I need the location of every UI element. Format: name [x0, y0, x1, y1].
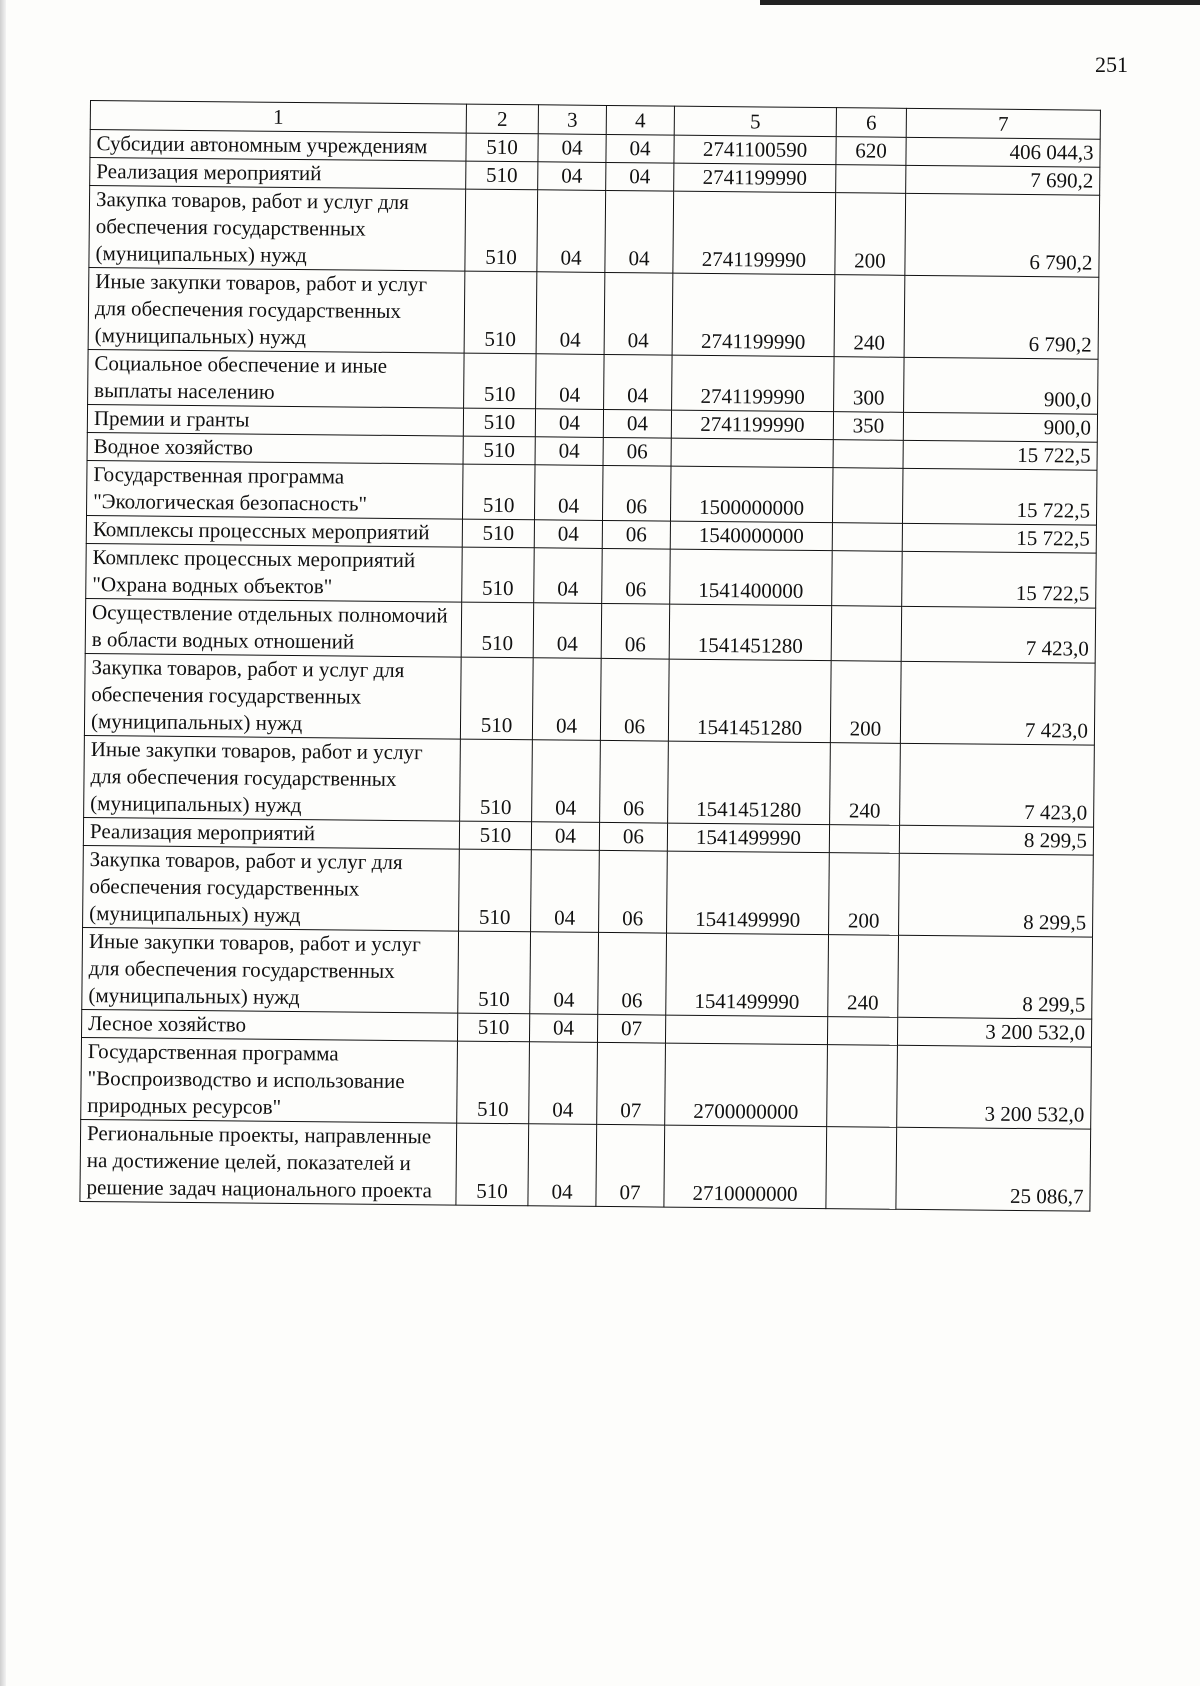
row-subsection-cell: 04: [606, 162, 674, 191]
row-subsection-cell: 04: [604, 354, 673, 410]
row-expense-type-cell: 200: [835, 193, 906, 276]
row-expense-type-cell: [832, 523, 902, 552]
row-admin-code-cell: 510: [463, 436, 535, 465]
header-col-6: 6: [836, 108, 906, 138]
row-subsection-cell: 06: [602, 548, 671, 604]
row-amount-cell: 3 200 532,0: [897, 1017, 1091, 1047]
table-row: [88, 349, 1098, 414]
row-subsection-cell: 06: [602, 465, 671, 521]
row-admin-code-cell: 510: [457, 1013, 529, 1042]
row-expense-type-cell: [827, 1017, 897, 1046]
row-subsection-cell: 06: [599, 822, 667, 851]
row-amount-cell: 7 423,0: [901, 606, 1096, 663]
row-subsection-cell: 06: [601, 603, 670, 659]
table-row: [88, 267, 1099, 359]
row-admin-code-cell: 510: [465, 189, 538, 272]
row-name-cell: Региональные проекты, направленные на достижение целей, показателей и решение задач национального проекта: [80, 1119, 457, 1205]
row-amount-cell: 8 299,5: [898, 935, 1093, 1019]
row-section-cell: 04: [533, 603, 602, 659]
row-name-cell: Комплекс процессных мероприятий "Охрана водных объектов": [86, 543, 463, 602]
row-name-cell: Закупка товаров, работ и услуг для обеспечения государственных (муниципальных) нужд: [89, 186, 466, 272]
row-subsection-cell: 06: [602, 520, 670, 549]
row-section-cell: 04: [531, 822, 599, 851]
row-target-article-cell: 2700000000: [665, 1043, 828, 1127]
row-amount-cell: 8 299,5: [899, 825, 1093, 855]
row-admin-code-cell: 510: [464, 271, 537, 354]
table-row: [83, 845, 1094, 937]
row-amount-cell: 900,0: [904, 357, 1099, 414]
table-row: [84, 735, 1095, 827]
row-amount-cell: 15 722,5: [902, 551, 1097, 608]
row-section-cell: 04: [532, 658, 601, 741]
row-target-article-cell: [671, 438, 833, 468]
row-section-cell: 04: [534, 520, 602, 549]
row-name-cell: Закупка товаров, работ и услуг для обеспечения государственных (муниципальных) нужд: [84, 653, 461, 739]
row-amount-cell: 7 690,2: [906, 165, 1100, 195]
row-target-article-cell: 2741199990: [672, 273, 835, 357]
row-section-cell: 04: [531, 850, 600, 933]
row-expense-type-cell: [832, 468, 903, 524]
row-section-cell: 04: [538, 162, 606, 191]
row-amount-cell: 6 790,2: [905, 193, 1100, 277]
row-amount-cell: 6 790,2: [904, 275, 1099, 359]
row-admin-code-cell: 510: [457, 1041, 530, 1124]
row-amount-cell: 8 299,5: [899, 853, 1094, 937]
row-section-cell: 04: [534, 465, 603, 521]
row-section-cell: 04: [528, 1124, 597, 1207]
row-target-article-cell: 1541499990: [667, 851, 830, 935]
row-target-article-cell: 1540000000: [670, 521, 832, 551]
table-row: [86, 543, 1096, 608]
row-target-article-cell: 1541400000: [670, 549, 833, 606]
row-target-article-cell: 1541499990: [666, 933, 829, 1017]
row-admin-code-cell: 510: [463, 408, 535, 437]
row-target-article-cell: 2710000000: [664, 1125, 827, 1209]
header-col-3: 3: [538, 105, 606, 135]
row-expense-type-cell: [827, 1045, 898, 1128]
row-admin-code-cell: 510: [456, 1123, 529, 1206]
row-amount-cell: 15 722,5: [902, 523, 1096, 553]
row-section-cell: 04: [534, 548, 603, 604]
row-name-cell: Государственная программа "Экологическая безопасность": [87, 460, 464, 519]
row-target-article-cell: 2741199990: [672, 355, 835, 412]
row-section-cell: 04: [535, 437, 603, 466]
row-admin-code-cell: 510: [466, 133, 538, 162]
table-row: [84, 653, 1095, 745]
row-amount-cell: 900,0: [903, 412, 1097, 442]
row-subsection-cell: 06: [598, 932, 667, 1015]
table-body: [80, 130, 1100, 1212]
row-subsection-cell: 06: [600, 740, 669, 823]
row-name-cell: Реализация мероприятий: [90, 158, 466, 190]
row-admin-code-cell: 510: [460, 657, 533, 740]
row-expense-type-cell: [836, 165, 906, 194]
row-expense-type-cell: 300: [834, 357, 905, 413]
row-target-article-cell: 2741100590: [674, 135, 836, 165]
row-name-cell: Водное хозяйство: [87, 432, 463, 464]
row-name-cell: Премии и гранты: [87, 404, 463, 436]
row-name-cell: Субсидии автономным учреждениям: [90, 130, 466, 162]
table-row: [89, 186, 1100, 278]
row-expense-type-cell: 350: [833, 412, 903, 441]
row-subsection-cell: 04: [604, 272, 673, 355]
table-row: [80, 1119, 1091, 1211]
row-name-cell: Закупка товаров, работ и услуг для обеспечения государственных (муниципальных) нужд: [83, 845, 460, 931]
row-section-cell: 04: [536, 354, 605, 410]
row-section-cell: 04: [538, 134, 606, 163]
row-expense-type-cell: [826, 1127, 897, 1210]
row-admin-code-cell: 510: [466, 161, 538, 190]
row-target-article-cell: [665, 1015, 827, 1045]
header-col-2: 2: [466, 104, 538, 134]
row-subsection-cell: 04: [603, 409, 671, 438]
row-amount-cell: 7 423,0: [900, 743, 1095, 827]
row-name-cell: Иные закупки товаров, работ и услуг для обеспечения государственных (муниципальных) нужд: [88, 267, 465, 353]
row-expense-type-cell: [833, 440, 903, 469]
row-amount-cell: 3 200 532,0: [897, 1045, 1092, 1129]
row-admin-code-cell: 510: [461, 602, 534, 658]
row-target-article-cell: 2741199990: [671, 410, 833, 440]
row-target-article-cell: 1541451280: [669, 604, 832, 661]
row-admin-code-cell: 510: [462, 519, 534, 548]
row-target-article-cell: 1541499990: [667, 823, 829, 853]
row-expense-type-cell: 620: [836, 137, 906, 166]
row-expense-type-cell: [829, 825, 899, 854]
row-name-cell: Реализация мероприятий: [83, 817, 459, 849]
row-section-cell: 04: [535, 409, 603, 438]
row-expense-type-cell: 200: [830, 661, 901, 744]
scan-top-rule: [760, 0, 1200, 5]
row-target-article-cell: 1500000000: [670, 466, 833, 523]
row-subsection-cell: 06: [599, 850, 668, 933]
row-subsection-cell: 07: [597, 1014, 665, 1043]
row-section-cell: 04: [530, 932, 599, 1015]
row-section-cell: 04: [532, 740, 601, 823]
row-target-article-cell: 1541451280: [668, 741, 831, 825]
row-amount-cell: 15 722,5: [903, 440, 1097, 470]
row-section-cell: 04: [537, 190, 606, 273]
row-name-cell: Комплексы процессных мероприятий: [86, 515, 462, 547]
row-name-cell: Государственная программа "Воспроизводство и использование природных ресурсов": [81, 1037, 458, 1123]
row-subsection-cell: 07: [596, 1124, 665, 1207]
scan-left-edge: [0, 0, 6, 1686]
row-admin-code-cell: 510: [458, 931, 531, 1014]
row-subsection-cell: 04: [605, 190, 674, 273]
row-expense-type-cell: [831, 606, 902, 662]
row-amount-cell: 406 044,3: [906, 137, 1100, 167]
row-amount-cell: 7 423,0: [900, 661, 1095, 745]
table-row: [82, 927, 1093, 1019]
row-target-article-cell: 1541451280: [668, 659, 831, 743]
row-name-cell: Социальное обеспечение и иные выплаты населению: [88, 349, 465, 408]
row-target-article-cell: 2741199990: [673, 191, 836, 275]
row-admin-code-cell: 510: [460, 739, 533, 822]
header-col-7: 7: [906, 108, 1100, 139]
budget-table: [79, 100, 1101, 1212]
row-amount-cell: 15 722,5: [902, 468, 1097, 525]
row-section-cell: 04: [529, 1042, 598, 1125]
row-name-cell: Иные закупки товаров, работ и услуг для обеспечения государственных (муниципальных) нужд: [84, 735, 461, 821]
row-expense-type-cell: 240: [830, 743, 901, 826]
row-expense-type-cell: 240: [828, 935, 899, 1018]
row-admin-code-cell: 510: [464, 353, 537, 409]
budget-table-wrapper: [79, 100, 1101, 1212]
row-section-cell: 04: [529, 1014, 597, 1043]
row-admin-code-cell: 510: [459, 821, 531, 850]
row-name-cell: Иные закупки товаров, работ и услуг для обеспечения государственных (муниципальных) нужд: [82, 927, 459, 1013]
header-col-5: 5: [674, 106, 836, 137]
table-row: [81, 1037, 1092, 1129]
row-expense-type-cell: [832, 551, 903, 607]
row-subsection-cell: 07: [597, 1042, 666, 1125]
row-amount-cell: 25 086,7: [896, 1127, 1091, 1211]
row-subsection-cell: 06: [603, 437, 671, 466]
row-subsection-cell: 04: [606, 134, 674, 163]
header-col-1: 1: [90, 101, 466, 134]
row-section-cell: 04: [536, 272, 605, 355]
header-col-4: 4: [606, 105, 674, 135]
row-name-cell: Осуществление отдельных полномочий в области водных отношений: [85, 598, 462, 657]
row-expense-type-cell: 240: [834, 275, 905, 358]
table-row: [85, 598, 1095, 663]
row-target-article-cell: 2741199990: [674, 163, 836, 193]
row-name-cell: Лесное хозяйство: [82, 1009, 458, 1041]
table-row: [87, 460, 1097, 525]
row-admin-code-cell: 510: [462, 547, 535, 603]
row-admin-code-cell: 510: [462, 464, 535, 520]
row-admin-code-cell: 510: [459, 849, 532, 932]
page-number: 251: [1095, 52, 1128, 77]
row-subsection-cell: 06: [600, 658, 669, 741]
row-expense-type-cell: 200: [829, 853, 900, 936]
